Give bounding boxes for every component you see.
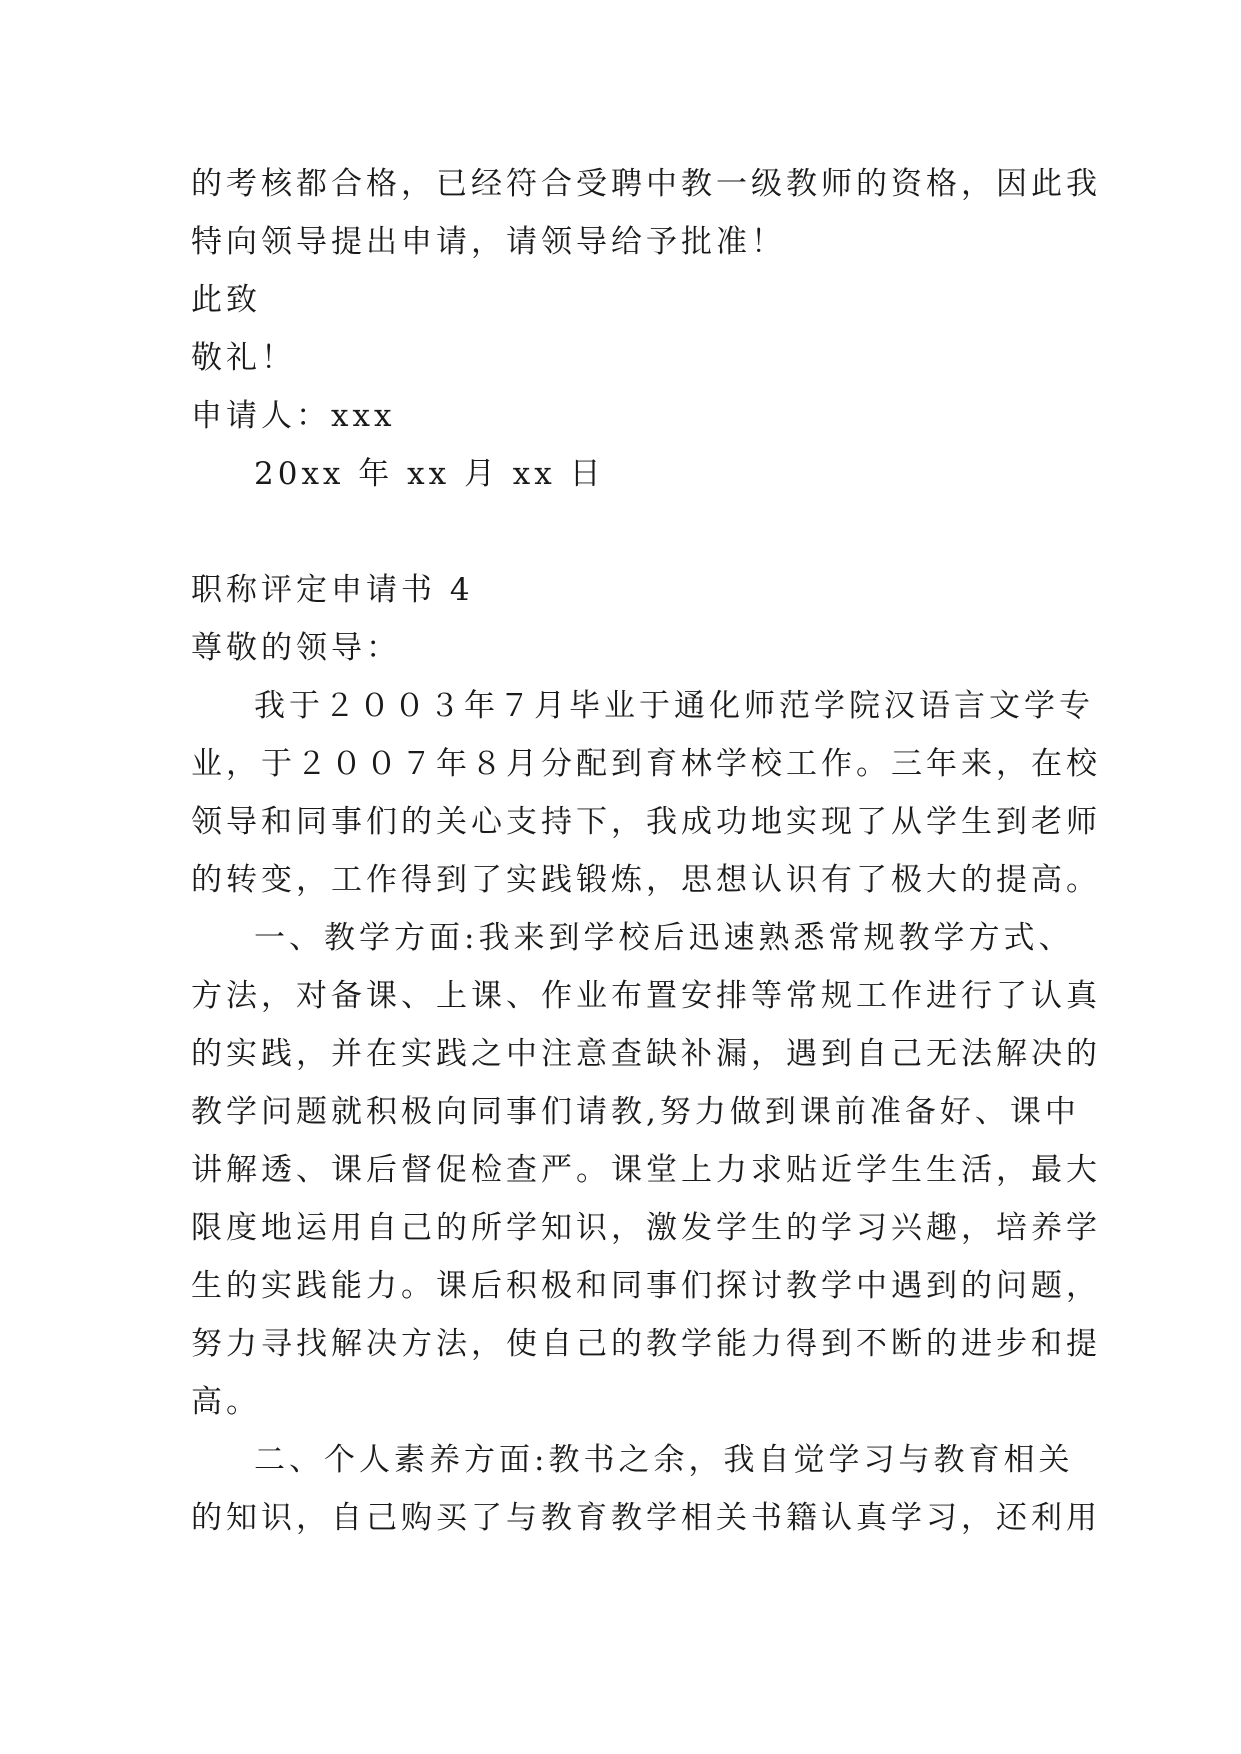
paragraph-line: 讲解透、课后督促检查严。课堂上力求贴近学生生活，最大 bbox=[191, 1152, 1101, 1188]
paragraph-line: 限度地运用自己的所学知识，激发学生的学习兴趣，培养学 bbox=[191, 1210, 1101, 1246]
body-text-line: 特向领导提出申请，请领导给予批准！ bbox=[191, 224, 786, 260]
paragraph-line: 生的实践能力。课后积极和同事们探讨教学中遇到的问题， bbox=[191, 1268, 1101, 1304]
body-text-line: 的考核都合格，已经符合受聘中教一级教师的资格，因此我 bbox=[191, 166, 1101, 202]
paragraph-line: 教学问题就积极向同事们请教,努力做到课前准备好、课中 bbox=[191, 1094, 1080, 1130]
signature-date: 20xx 年 xx 月 xx 日 bbox=[254, 456, 605, 492]
applicant-signature: 申请人：xxx bbox=[191, 398, 396, 434]
paragraph-line: 方法，对备课、上课、作业布置安排等常规工作进行了认真 bbox=[191, 978, 1101, 1014]
paragraph-line: 业，于２００７年８月分配到育林学校工作。三年来，在校 bbox=[191, 746, 1101, 782]
paragraph-line: 的知识，自己购买了与教育教学相关书籍认真学习，还利用 bbox=[191, 1500, 1101, 1536]
greeting: 尊敬的领导： bbox=[191, 630, 401, 666]
paragraph-line: 的实践，并在实践之中注意查缺补漏，遇到自己无法解决的 bbox=[191, 1036, 1101, 1072]
paragraph-line: 二、个人素养方面:教书之余，我自觉学习与教育相关 bbox=[254, 1442, 1074, 1478]
paragraph-line: 领导和同事们的关心支持下，我成功地实现了从学生到老师 bbox=[191, 804, 1101, 840]
section-title: 职称评定申请书 4 bbox=[191, 572, 474, 608]
paragraph-line: 我于２００３年７月毕业于通化师范学院汉语言文学专 bbox=[254, 688, 1094, 724]
paragraph-line: 高。 bbox=[191, 1384, 261, 1420]
paragraph-line: 一、教学方面:我来到学校后迅速熟悉常规教学方式、 bbox=[254, 920, 1074, 956]
closing-regards: 敬礼！ bbox=[191, 340, 296, 376]
closing-salutation: 此致 bbox=[191, 282, 261, 318]
paragraph-line: 的转变，工作得到了实践锻炼，思想认识有了极大的提高。 bbox=[191, 862, 1101, 898]
paragraph-line: 努力寻找解决方法，使自己的教学能力得到不断的进步和提 bbox=[191, 1326, 1101, 1362]
